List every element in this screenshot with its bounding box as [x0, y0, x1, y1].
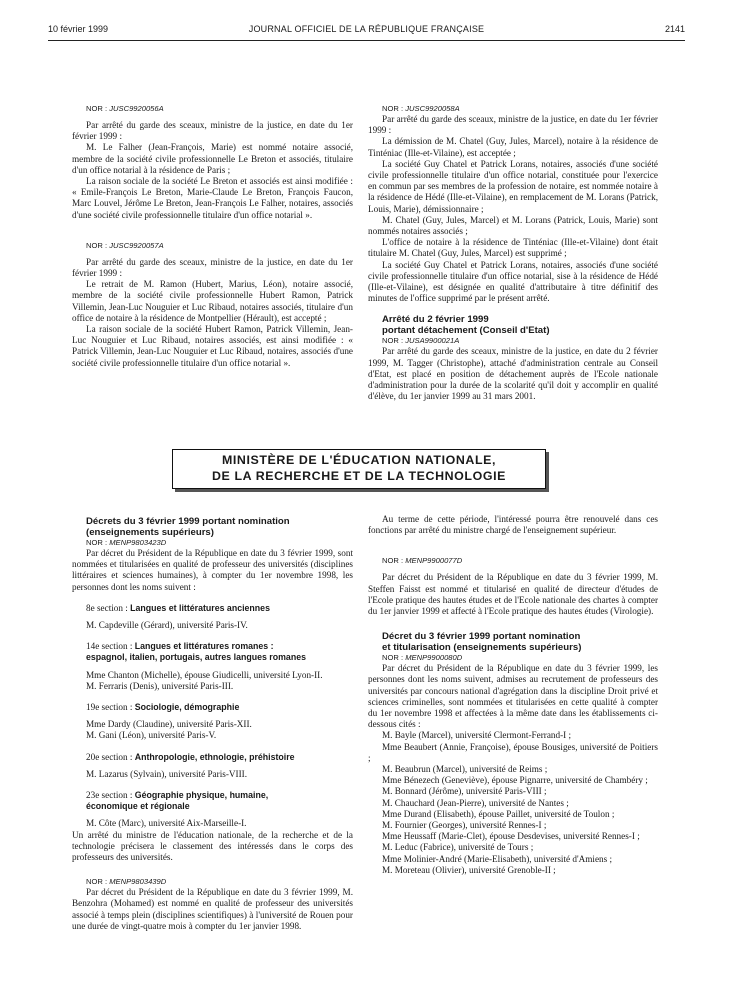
nor-line: NOR : MENP9900077D	[382, 556, 463, 566]
paragraph: Par arrêté du garde des sceaux, ministre de la justice, en date du 1er février 1999 :	[72, 256, 353, 279]
section-title: Décret du 3 février 1999 portant nomination	[382, 631, 581, 643]
discipline-section-heading-cont: espagnol, italien, portugais, autres langues romanes	[86, 652, 306, 663]
section-title: Arrêté du 2 février 1999	[382, 314, 489, 326]
running-header	[48, 22, 685, 36]
list-item: M. Chauchard (Jean-Pierre), université de Nantes ;	[382, 797, 569, 808]
discipline-section-heading: 14e section : Langues et littératures romanes :	[86, 641, 274, 652]
paragraph: Par décret du Président de la République en date du 3 février 1999, M. Benzohra (Mohamed) est nommé en qualité de professeur des universités associé à temps plein (disciplines scientifiques) à l'université de Rouen pour une durée de vingt-quatre mois à compter du 1er janvier 1998.	[72, 887, 353, 931]
section-subtitle: et titularisation (enseignements supérieurs)	[382, 642, 582, 654]
paragraph: Par décret du Président de la République en date du 3 février 1999, sont nommées et titularisées en qualité de professeur des universités (disciplines littéraires et sciences humaines), à compter du 1er novembre 1998, les personnes dont les noms suivent :	[72, 548, 353, 592]
list-item: M. Moreteau (Olivier), université Grenoble-II ;	[382, 864, 556, 875]
paragraph: Par arrêté du garde des sceaux, ministre de la justice, en date du 2 février 1999, M. Tagger (Christophe), attaché d'administration centrale au Conseil d'Etat, est placé en position de détachement auprès de l'Ecole nationale d'administration pour la durée de la scolarité qu'il doit y accomplir en qualité d'élève, du 1er janvier 1999 au 31 mars 2001.	[368, 346, 658, 402]
list-item: Mme Molinier-André (Marie-Elisabeth), université d'Amiens ;	[382, 853, 613, 864]
paragraph: La société Guy Chatel et Patrick Lorans, notaires, associés d'une société civile professionnelle titulaire d'un office notarial, constituée pour l'exercice en commun par ses membres de la profession de notaire, est nommée notaire à la résidence de Hédé (Ille-et-Vilaine), en remplacement de M. Lorans (Patrick, Louis, Marie), démissionnaire ;	[368, 158, 658, 214]
list-item: M. Leduc (Fabrice), université de Tours ;	[382, 842, 534, 853]
list-item: M. Bayle (Marcel), université Clermont-Ferrand-I ;	[382, 730, 572, 741]
paragraph: M. Capdeville (Gérard), université Paris-IV.	[86, 620, 248, 631]
paragraph: L'office de notaire à la résidence de Tinténiac (Ille-et-Vilaine) dont était titulaire M. Chatel (Guy, Jules, Marcel) est supprimé ;	[368, 237, 658, 259]
paragraph: La raison sociale de la société Hubert Ramon, Patrick Villemin, Jean-Luc Nouguier et Luc Ribaud, notaires associés, est ainsi modifiée : « Patrick Villemin, Jean-Luc Nouguier et Luc Ribaud, notaires, associés d'une société civile professionnelle titulaire d'un office notarial ».	[72, 324, 353, 368]
list-item: M. Fournier (Georges), université Rennes-I ;	[382, 820, 547, 831]
paragraph: M. Le Falher (Jean-François, Marie) est nommé notaire associé, membre de la société civile professionnelle Le Breton et associés, titulaire d'un office notarial à la résidence de Paris ;	[72, 142, 353, 175]
nor-line: NOR : JUSA9900021A	[382, 336, 460, 346]
right-column-bottom	[368, 514, 658, 876]
list-item: Mme Beaubert (Annie, Françoise), épouse Bousiges, université de Poitiers ;	[368, 741, 658, 763]
paragraph: Par décret du Président de la République en date du 3 février 1999, M. Steffen Faisst est nommé et titularisé en qualité de directeur d'études de l'Ecole pratique des hautes études et de l'Ecole nationale des chartes à compter du 1er janvier 1999 et affecté à l'Ecole pratique des hautes études (Virologie).	[368, 572, 658, 617]
paragraph: M. Gani (Léon), université Paris-V.	[86, 730, 217, 741]
appointee-list	[368, 730, 658, 876]
paragraph: M. Côte (Marc), université Aix-Marseille-I.	[86, 818, 247, 829]
paragraph: M. Lazarus (Sylvain), université Paris-VIII.	[86, 768, 247, 779]
discipline-section-heading: 19e section : Sociologie, démographie	[86, 702, 240, 713]
paragraph: Par arrêté du garde des sceaux, ministre de la justice, en date du 1er février 1999 :	[368, 114, 658, 136]
paragraph: M. Ferraris (Denis), université Paris-III.	[86, 680, 234, 691]
list-item: Mme Durand (Elisabeth), épouse Paillet, université de Toulon ;	[382, 808, 615, 819]
paragraph: La société Guy Chatel et Patrick Lorans, notaires, associés d'une société civile professionnelle titulaire d'un office notarial, sise à la résidence de Hédé (Ille-et-Vilaine), est désignée en qualité d'attributaire à titre définitif des minutes de l'office supprimé par le présent arrêté.	[368, 259, 658, 304]
paragraph: M. Chatel (Guy, Jules, Marcel) et M. Lorans (Patrick, Louis, Marie) sont nommés notaires associés ;	[368, 214, 658, 237]
left-column-bottom	[72, 516, 353, 932]
paragraph: Par décret du Président de la République en date du 3 février 1999, les personnes dont les noms suivent, admises au recrutement de professeurs des universités par concours national d'agrégation dans la discipline Droit privé et sciences criminelles, sont nommées et titularisées en cette qualité à compter du 1er novembre 1998 et affectées à la même date dans les établissements ci-dessous cités :	[368, 663, 658, 730]
paragraph: Le retrait de M. Ramon (Hubert, Marius, Léon), notaire associé, membre de la société civile professionnelle Hubert Ramon, Patrick Villemin, Jean-Luc Nouguier et Luc Ribaud, notaires associés, titulaire d'un office de notaire à la résidence de Montpellier (Hérault), est accepté ;	[72, 279, 353, 323]
nor-line: NOR : JUSC9920057A	[86, 240, 164, 250]
list-item: M. Beaubrun (Marcel), université de Reims ;	[382, 764, 548, 775]
nor-line: NOR : MENP9900080D	[382, 653, 463, 663]
nor-line: NOR : JUSC9920056A	[86, 104, 164, 113]
section-subtitle: portant détachement (Conseil d'Etat)	[382, 325, 550, 337]
paragraph: Par arrêté du garde des sceaux, ministre de la justice, en date du 1er février 1999 :	[72, 120, 353, 142]
discipline-section-heading-cont: économique et régionale	[86, 801, 190, 812]
discipline-section-heading: 20e section : Anthropologie, ethnologie, préhistoire	[86, 751, 295, 762]
right-column-top	[368, 104, 658, 402]
list-item: M. Bonnard (Jérôme), université Paris-VIII ;	[382, 786, 547, 797]
discipline-section-heading: 23e section : Géographie physique, humaine,	[86, 790, 269, 801]
left-column-top	[72, 104, 353, 369]
paragraph: Un arrêté du ministre de l'éducation nationale, de la recherche et de la technologie précisera le classement des intéressés dans le corps des professeurs des universités.	[72, 829, 353, 863]
header-rule	[48, 40, 685, 41]
header-page-number: 2141	[664, 24, 685, 34]
ministry-heading-box	[172, 449, 546, 489]
section-title: Décrets du 3 février 1999 portant nomination	[86, 516, 290, 527]
discipline-section-heading: 8e section : Langues et littératures anciennes	[86, 602, 270, 613]
paragraph: Au terme de cette période, l'intéressé pourra être renouvelé dans ces fonctions par arrêté du ministre chargé de l'enseignement supérieur.	[368, 514, 658, 536]
ministry-heading-line2: DE LA RECHERCHE ET DE LA TECHNOLOGIE	[212, 468, 506, 483]
paragraph: Mme Chanton (Michelle), épouse Giudicelli, université Lyon-II.	[86, 669, 323, 680]
section-subtitle: (enseignements supérieurs)	[86, 527, 214, 538]
header-journal-title: JOURNAL OFFICIEL DE LA RÉPUBLIQUE FRANÇAISE	[248, 24, 485, 34]
paragraph: La raison sociale de la société Le Breton et associés est ainsi modifiée : « Emile-François Le Breton, Marie-Claude Le Breton, François Faucon, Marc Louvel, Jérôme Le Breton, Jean-François Le Falher, notaires, associés d'une société civile professionnelle titulaire d'un office notarial ».	[72, 176, 353, 220]
header-date: 10 février 1999	[48, 24, 109, 34]
nor-line: NOR : MENP9803439D	[86, 877, 167, 887]
paragraph: Mme Dardy (Claudine), université Paris-XII.	[86, 719, 252, 730]
ministry-heading-line1: MINISTÈRE DE L'ÉDUCATION NATIONALE,	[221, 453, 497, 467]
nor-line: NOR : MENP9803423D	[86, 538, 167, 547]
list-item: Mme Bénezech (Geneviève), épouse Pignarre, université de Chambéry ;	[382, 775, 648, 786]
nor-line: NOR : JUSC9920058A	[382, 104, 460, 113]
list-item: Mme Heussaff (Marie-Clet), épouse Desdevises, université Rennes-I ;	[382, 831, 640, 842]
paragraph: La démission de M. Chatel (Guy, Jules, Marcel), notaire à la résidence de Tinténiac (Ille-et-Vilaine), est acceptée ;	[368, 136, 658, 158]
